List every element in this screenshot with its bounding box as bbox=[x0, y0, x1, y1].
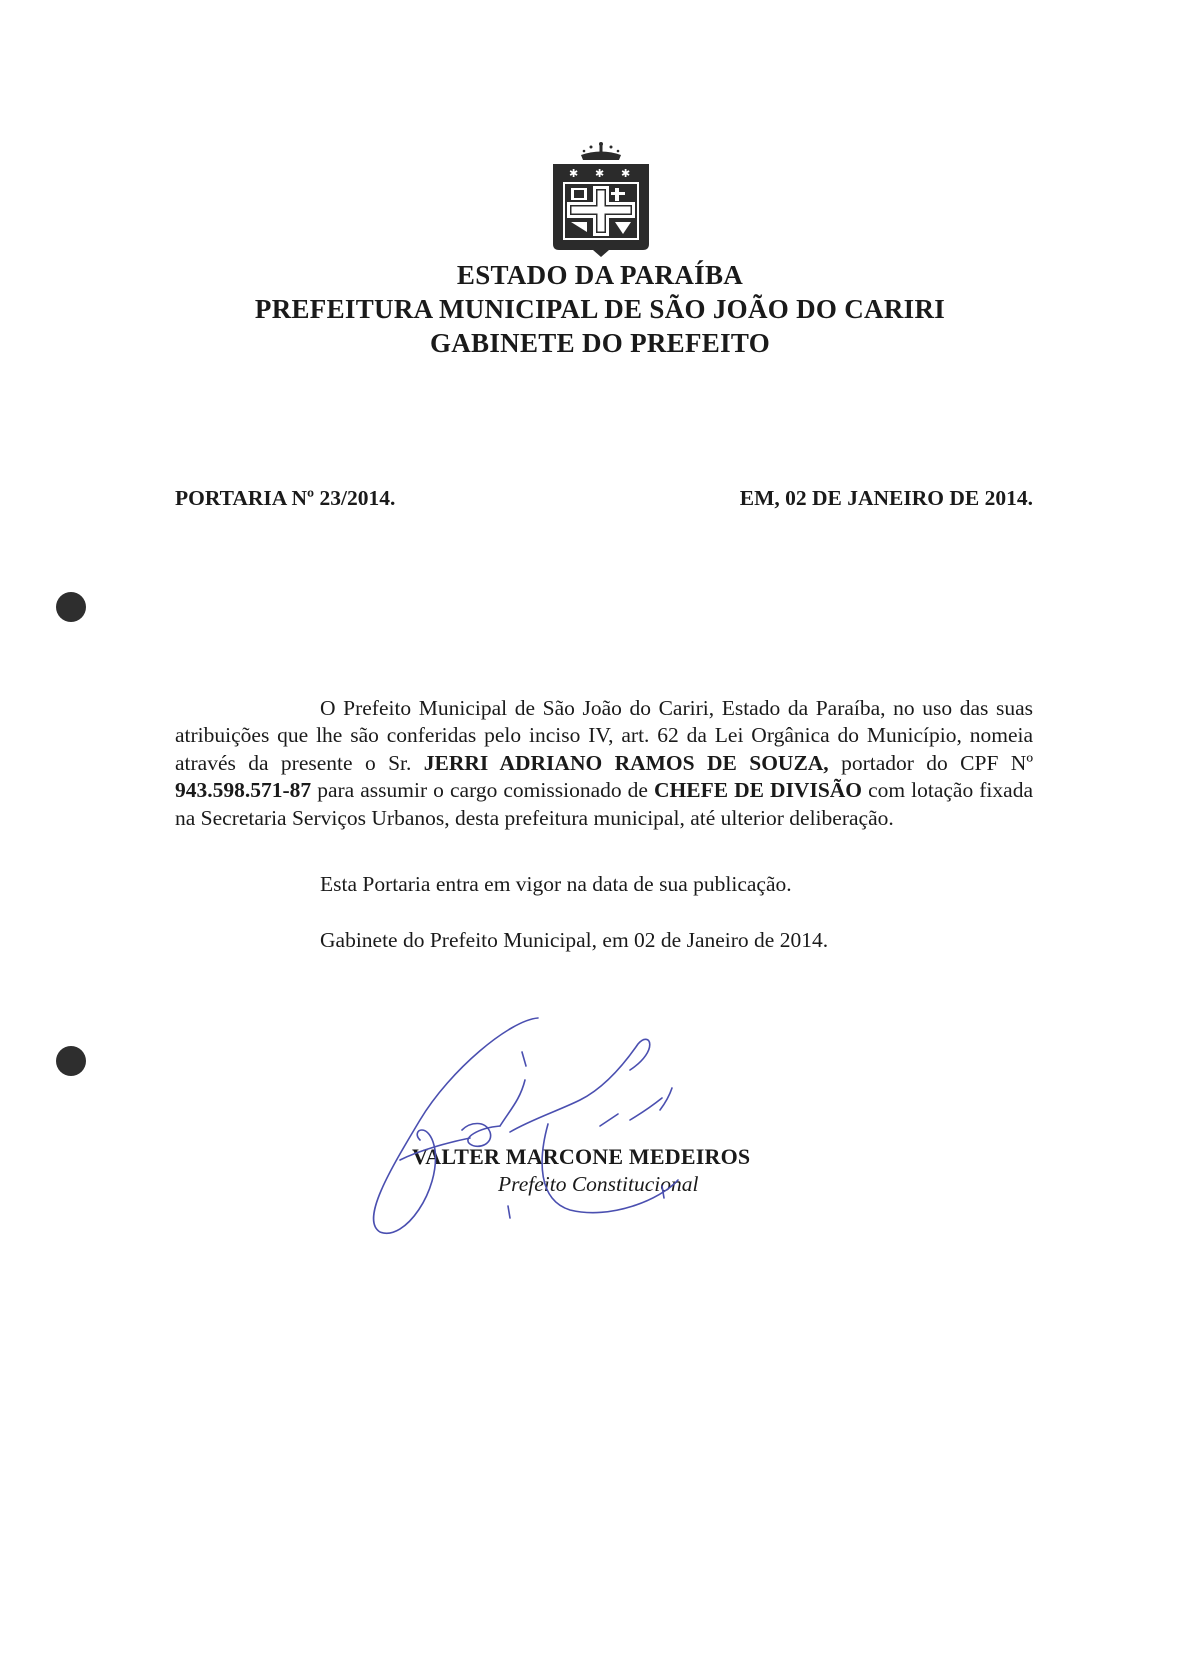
signer-name: VALTER MARCONE MEDEIROS bbox=[412, 1144, 751, 1169]
cpf-number: 943.598.571-87 bbox=[175, 778, 312, 802]
appointee-name: JERRI ADRIANO RAMOS DE SOUZA, bbox=[423, 750, 829, 775]
svg-text:✱: ✱ bbox=[595, 167, 605, 180]
municipality-name: PREFEITURA MUNICIPAL DE SÃO JOÃO DO CARIRI bbox=[254, 294, 946, 324]
coat-of-arms-icon bbox=[551, 140, 651, 258]
portaria-date: EM, 02 DE JANEIRO DE 2014. bbox=[739, 486, 1033, 510]
position-title: CHEFE DE DIVISÃO bbox=[654, 778, 863, 802]
punch-hole-top bbox=[56, 592, 86, 622]
svg-text:✱: ✱ bbox=[621, 167, 631, 180]
effective-date-clause: Esta Portaria entra em vigor na data de sua publicação. bbox=[320, 872, 792, 896]
state-name: ESTADO DA PARAÍBA bbox=[456, 260, 744, 290]
office-name: GABINETE DO PREFEITO bbox=[429, 328, 771, 358]
portaria-line bbox=[175, 486, 1033, 516]
svg-text:✱: ✱ bbox=[569, 167, 579, 180]
document-header bbox=[0, 258, 1200, 360]
handwritten-signature bbox=[360, 1010, 720, 1240]
portaria-number: PORTARIA Nº 23/2014. bbox=[175, 486, 396, 510]
issue-place-date: Gabinete do Prefeito Municipal, em 02 de Janeiro de 2014. bbox=[320, 928, 829, 952]
punch-hole-bottom bbox=[56, 1046, 86, 1076]
appointment-paragraph: O Prefeito Municipal de São João do Cariri, Estado da Paraíba, no uso das suas atribuições que lhe são conferidas pelo inciso IV, art. 62 da Lei Orgânica do Município, nomeia através da presente o Sr. JERRI ADRIANO RAMOS DE SOUZA, portador do CPF Nº 943.598.571-87 para assumir o cargo comissionado de CHEFE DE DIVISÃO com lotação fixada na Secretaria Serviços Urbanos, desta prefeitura municipal, até ulterior deliberação. bbox=[175, 695, 1033, 830]
signer-title: Prefeito Constitucional bbox=[498, 1172, 699, 1196]
